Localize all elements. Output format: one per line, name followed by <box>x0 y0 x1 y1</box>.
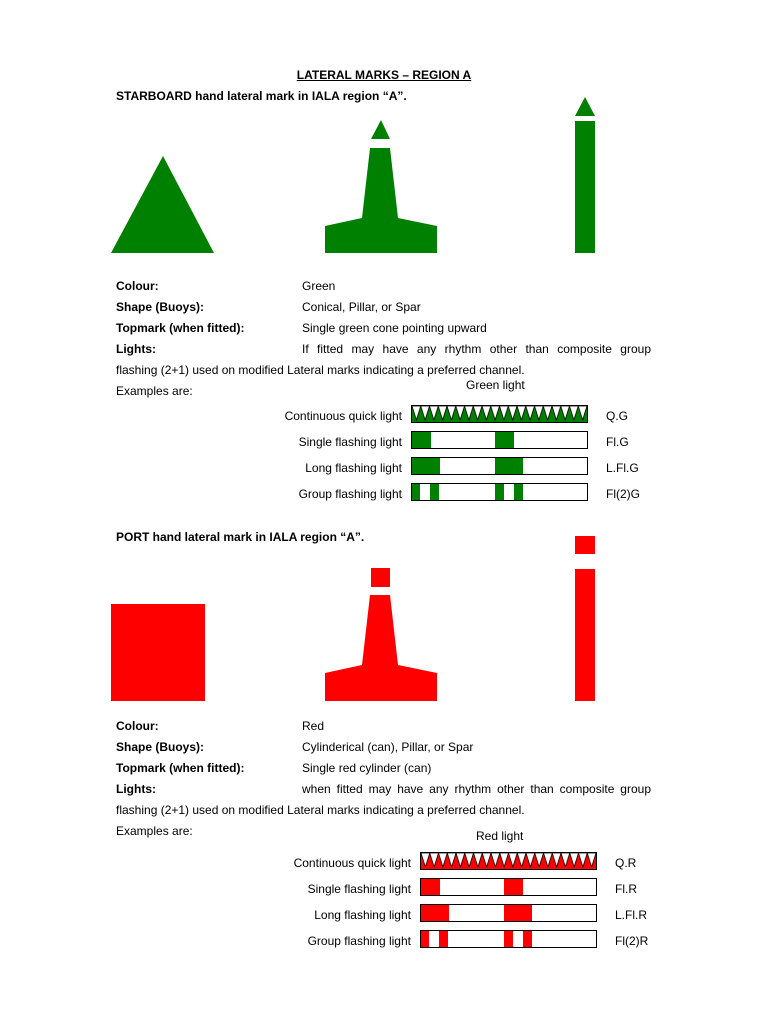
flash-segment <box>421 931 429 947</box>
port-topmark-label: Topmark (when fitted): <box>116 761 245 775</box>
port-row-code: L.Fl.R <box>615 908 648 922</box>
starboard-row-label: Group flashing light <box>298 487 402 501</box>
starboard-examples-label: Examples are: <box>116 384 193 398</box>
port-long-flash-bar <box>420 904 597 922</box>
flash-segment <box>504 905 532 921</box>
starboard-topmark-value: Single green cone pointing upward <box>302 321 487 335</box>
port-examples-label: Examples are: <box>116 824 193 838</box>
port-row-label: Long flashing light <box>314 908 411 922</box>
port-group-flash-bar <box>420 930 597 948</box>
starboard-row-label: Long flashing light <box>305 461 402 475</box>
port-colour-value: Red <box>302 719 325 733</box>
starboard-shape-value: Conical, Pillar, or Spar <box>302 300 421 314</box>
flash-segment <box>504 931 513 947</box>
port-colour-label: Colour: <box>116 719 159 733</box>
port-topmark-value: Single red cylinder (can) <box>302 761 432 775</box>
port-row-label: Single flashing light <box>307 882 411 896</box>
starboard-lights-text-2: flashing (2+1) used on modified Lateral marks indicating a preferred channel. <box>116 363 525 377</box>
port-row-label: Group flashing light <box>307 934 411 948</box>
flash-segment <box>523 931 532 947</box>
starboard-lights-text-1: If fitted may have any rhythm other than composite group <box>302 342 651 356</box>
starboard-heading: STARBOARD hand lateral mark in IALA region “A”. <box>116 89 407 103</box>
flash-segment <box>421 879 440 895</box>
port-lights-label: Lights: <box>116 782 156 796</box>
port-shape-label: Shape (Buoys): <box>116 740 205 754</box>
flash-segment <box>439 931 448 947</box>
flash-segment <box>421 905 449 921</box>
starboard-colour-label: Colour: <box>116 279 159 293</box>
port-quick-light-pattern <box>421 853 596 869</box>
port-lights-text-2: flashing (2+1) used on modified Lateral marks indicating a preferred channel. <box>116 803 525 817</box>
starboard-light-caption: Green light <box>466 378 525 392</box>
starboard-row-code: L.Fl.G <box>606 461 639 475</box>
starboard-shape-label: Shape (Buoys): <box>116 300 205 314</box>
port-single-flash-bar <box>420 878 597 896</box>
port-quick-light-bar <box>420 852 597 870</box>
port-shape-value: Cylinderical (can), Pillar, or Spar <box>302 740 474 754</box>
port-heading: PORT hand lateral mark in IALA region “A”. <box>116 530 365 544</box>
starboard-row-code: Q.G <box>606 409 629 423</box>
port-light-caption: Red light <box>476 829 524 843</box>
starboard-row-label: Continuous quick light <box>284 409 402 423</box>
port-row-code: Fl.R <box>615 882 637 896</box>
port-lights-text-1: when fitted may have any rhythm other than composite group <box>302 782 651 796</box>
starboard-lights-label: Lights: <box>116 342 156 356</box>
flash-segment <box>504 879 523 895</box>
starboard-row-code: Fl.G <box>606 435 629 449</box>
port-row-label: Continuous quick light <box>293 856 411 870</box>
page-title: LATERAL MARKS – REGION A <box>296 68 472 82</box>
starboard-topmark-label: Topmark (when fitted): <box>116 321 245 335</box>
starboard-row-code: Fl(2)G <box>606 487 640 501</box>
port-row-code: Fl(2)R <box>615 934 649 948</box>
port-row-code: Q.R <box>615 856 637 870</box>
starboard-colour-value: Green <box>302 279 336 293</box>
starboard-row-label: Single flashing light <box>298 435 402 449</box>
